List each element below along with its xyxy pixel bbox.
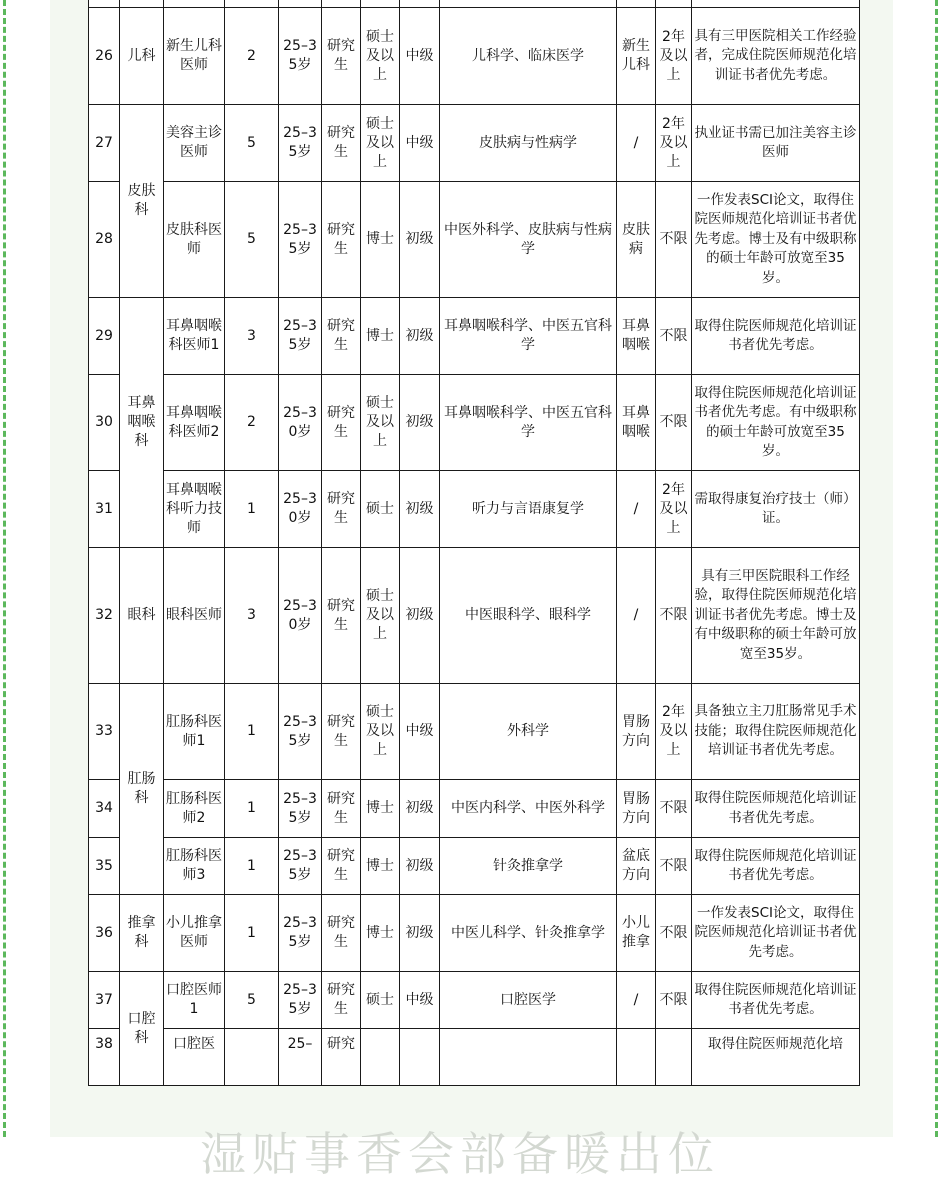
major: 耳鼻咽喉科学、中医五官科学 (440, 298, 617, 375)
professional-title: 初级 (400, 471, 440, 548)
degree: 硕士及以上 (361, 375, 400, 471)
degree: 博士 (361, 780, 400, 838)
requirements-note: 取得住院医师规范化培训证书者优先考虑。 (692, 298, 860, 375)
degree: 博士 (361, 895, 400, 972)
row-number: 26 (89, 8, 120, 105)
experience: 2年及以上 (656, 684, 692, 780)
professional-title: 初级 (400, 838, 440, 895)
age-range: 25–35岁 (279, 838, 322, 895)
degree: 硕士 (361, 972, 400, 1029)
table-row (89, 8, 860, 105)
direction: 皮肤病 (617, 182, 656, 298)
education: 研究生 (322, 182, 361, 298)
major: 儿科学、临床医学 (440, 8, 617, 105)
row-number: 31 (89, 471, 120, 548)
age-range: 25–35岁 (279, 684, 322, 780)
direction: 耳鼻咽喉 (617, 298, 656, 375)
row-number: 38 (89, 1029, 120, 1086)
age-range: 25–35岁 (279, 8, 322, 105)
cut-off-caption: 湿贴事香会部备暖出位 (200, 1127, 720, 1181)
age-range: 25–30岁 (279, 375, 322, 471)
headcount: 2 (225, 375, 279, 471)
requirements-note: 取得住院医师规范化培 (692, 1029, 860, 1086)
education: 研究 (322, 1029, 361, 1086)
experience: 不限 (656, 895, 692, 972)
requirements-note: 一作发表SCI论文，取得住院医师规范化培训证书者优先考虑。 (692, 895, 860, 972)
position-name: 耳鼻咽喉科医师2 (164, 375, 225, 471)
experience: 2年及以上 (656, 471, 692, 548)
age-range: 25–30岁 (279, 548, 322, 684)
experience: 不限 (656, 548, 692, 684)
education: 研究生 (322, 972, 361, 1029)
experience: 不限 (656, 298, 692, 375)
requirements-note: 需取得康复治疗技士（师）证。 (692, 471, 860, 548)
department: 眼科 (120, 548, 164, 684)
headcount: 1 (225, 895, 279, 972)
experience: 不限 (656, 375, 692, 471)
requirements-note: 执业证书需已加注美容主诊医师 (692, 105, 860, 182)
position-name: 口腔医师1 (164, 972, 225, 1029)
headcount: 1 (225, 838, 279, 895)
direction: / (617, 105, 656, 182)
experience (656, 1029, 692, 1086)
degree: 硕士及以上 (361, 8, 400, 105)
professional-title: 初级 (400, 548, 440, 684)
age-range: 25–35岁 (279, 105, 322, 182)
table-row (89, 471, 860, 548)
major: 针灸推拿学 (440, 838, 617, 895)
requirements-note: 具有三甲医院相关工作经验者，完成住院医师规范化培训证书者优先考虑。 (692, 8, 860, 105)
row-number: 34 (89, 780, 120, 838)
recruitment-table (88, 0, 860, 1086)
row-number: 36 (89, 895, 120, 972)
position-name: 新生儿科医师 (164, 8, 225, 105)
major: 皮肤病与性病学 (440, 105, 617, 182)
row-number: 33 (89, 684, 120, 780)
requirements-note: 具有三甲医院眼科工作经验，取得住院医师规范化培训证书者优先考虑。博士及有中级职称的硕士年龄可放宽至35岁。 (692, 548, 860, 684)
left-dashed-border (3, 0, 6, 1137)
degree: 硕士及以上 (361, 684, 400, 780)
degree: 硕士及以上 (361, 105, 400, 182)
major: 口腔医学 (440, 972, 617, 1029)
professional-title: 初级 (400, 780, 440, 838)
requirements-note: 一作发表SCI论文，取得住院医师规范化培训证书者优先考虑。博士及有中级职称的硕士年龄可放宽至35岁。 (692, 182, 860, 298)
position-name: 肛肠科医师2 (164, 780, 225, 838)
education: 研究生 (322, 471, 361, 548)
headcount: 5 (225, 972, 279, 1029)
table-row (89, 548, 860, 684)
table-row (89, 684, 860, 780)
experience: 2年及以上 (656, 105, 692, 182)
position-name: 耳鼻咽喉科听力技师 (164, 471, 225, 548)
direction: 小儿推拿 (617, 895, 656, 972)
age-range: 25–35岁 (279, 298, 322, 375)
row-number: 35 (89, 838, 120, 895)
position-name: 皮肤科医师 (164, 182, 225, 298)
education: 研究生 (322, 895, 361, 972)
position-name: 肛肠科医师3 (164, 838, 225, 895)
education: 研究生 (322, 548, 361, 684)
direction: / (617, 548, 656, 684)
education: 研究生 (322, 298, 361, 375)
department: 肛肠科 (120, 684, 164, 895)
row-number: 32 (89, 548, 120, 684)
right-dashed-border (935, 0, 938, 1137)
table-row (89, 972, 860, 1029)
education: 研究生 (322, 838, 361, 895)
major: 听力与言语康复学 (440, 471, 617, 548)
requirements-note: 取得住院医师规范化培训证书者优先考虑。 (692, 838, 860, 895)
experience: 2年及以上 (656, 8, 692, 105)
position-name: 肛肠科医师1 (164, 684, 225, 780)
age-range: 25–35岁 (279, 182, 322, 298)
position-name: 眼科医师 (164, 548, 225, 684)
direction (617, 1029, 656, 1086)
major: 中医内科学、中医外科学 (440, 780, 617, 838)
professional-title: 初级 (400, 375, 440, 471)
recruitment-table-viewport[interactable] (88, 0, 859, 1052)
age-range: 25– (279, 1029, 322, 1086)
direction: 新生儿科 (617, 8, 656, 105)
direction: 耳鼻咽喉 (617, 375, 656, 471)
experience: 不限 (656, 972, 692, 1029)
department: 耳鼻咽喉科 (120, 298, 164, 548)
headcount: 3 (225, 298, 279, 375)
table-row (89, 1029, 860, 1086)
headcount: 2 (225, 8, 279, 105)
degree: 硕士及以上 (361, 548, 400, 684)
headcount: 5 (225, 182, 279, 298)
table-row (89, 0, 860, 8)
direction: 胃肠方向 (617, 684, 656, 780)
age-range: 25–35岁 (279, 780, 322, 838)
requirements-note: 取得住院医师规范化培训证书者优先考虑。 (692, 780, 860, 838)
major: 中医儿科学、针灸推拿学 (440, 895, 617, 972)
department: 儿科 (120, 8, 164, 105)
table-row (89, 298, 860, 375)
department: 皮肤科 (120, 105, 164, 298)
professional-title: 初级 (400, 182, 440, 298)
degree: 硕士 (361, 471, 400, 548)
headcount: 1 (225, 471, 279, 548)
degree (361, 1029, 400, 1086)
education: 研究生 (322, 780, 361, 838)
education: 研究生 (322, 8, 361, 105)
major: 耳鼻咽喉科学、中医五官科学 (440, 375, 617, 471)
position-name: 耳鼻咽喉科医师1 (164, 298, 225, 375)
position-name: 美容主诊医师 (164, 105, 225, 182)
education: 研究生 (322, 684, 361, 780)
headcount: 1 (225, 684, 279, 780)
position-name: 小儿推拿医师 (164, 895, 225, 972)
direction: 胃肠方向 (617, 780, 656, 838)
table-row (89, 105, 860, 182)
major: 中医眼科学、眼科学 (440, 548, 617, 684)
education: 研究生 (322, 375, 361, 471)
department: 推拿科 (120, 895, 164, 972)
position-name: 口腔医 (164, 1029, 225, 1086)
requirements-note: 取得住院医师规范化培训证书者优先考虑。有中级职称的硕士年龄可放宽至35岁。 (692, 375, 860, 471)
major (440, 1029, 617, 1086)
requirements-note: 具备独立主刀肛肠常见手术技能；取得住院医师规范化培训证书者优先考虑。 (692, 684, 860, 780)
table-row (89, 182, 860, 298)
major: 中医外科学、皮肤病与性病学 (440, 182, 617, 298)
age-range: 25–35岁 (279, 895, 322, 972)
professional-title: 初级 (400, 895, 440, 972)
department: 口腔科 (120, 972, 164, 1086)
direction: / (617, 471, 656, 548)
direction: / (617, 972, 656, 1029)
table-row (89, 895, 860, 972)
experience: 不限 (656, 780, 692, 838)
professional-title: 初级 (400, 298, 440, 375)
direction: 盆底方向 (617, 838, 656, 895)
row-number: 29 (89, 298, 120, 375)
row-number: 27 (89, 105, 120, 182)
table-row (89, 780, 860, 838)
professional-title: 中级 (400, 105, 440, 182)
row-number: 30 (89, 375, 120, 471)
table-row (89, 838, 860, 895)
education: 研究生 (322, 105, 361, 182)
major: 外科学 (440, 684, 617, 780)
experience: 不限 (656, 838, 692, 895)
headcount: 1 (225, 780, 279, 838)
degree: 博士 (361, 838, 400, 895)
row-number: 28 (89, 182, 120, 298)
table-row (89, 375, 860, 471)
degree: 博士 (361, 182, 400, 298)
requirements-note: 取得住院医师规范化培训证书者优先考虑。 (692, 972, 860, 1029)
degree: 博士 (361, 298, 400, 375)
headcount: 3 (225, 548, 279, 684)
professional-title (400, 1029, 440, 1086)
headcount: 5 (225, 105, 279, 182)
experience: 不限 (656, 182, 692, 298)
row-number: 37 (89, 972, 120, 1029)
professional-title: 中级 (400, 684, 440, 780)
professional-title: 中级 (400, 8, 440, 105)
age-range: 25–30岁 (279, 471, 322, 548)
age-range: 25–35岁 (279, 972, 322, 1029)
professional-title: 中级 (400, 972, 440, 1029)
headcount (225, 1029, 279, 1086)
